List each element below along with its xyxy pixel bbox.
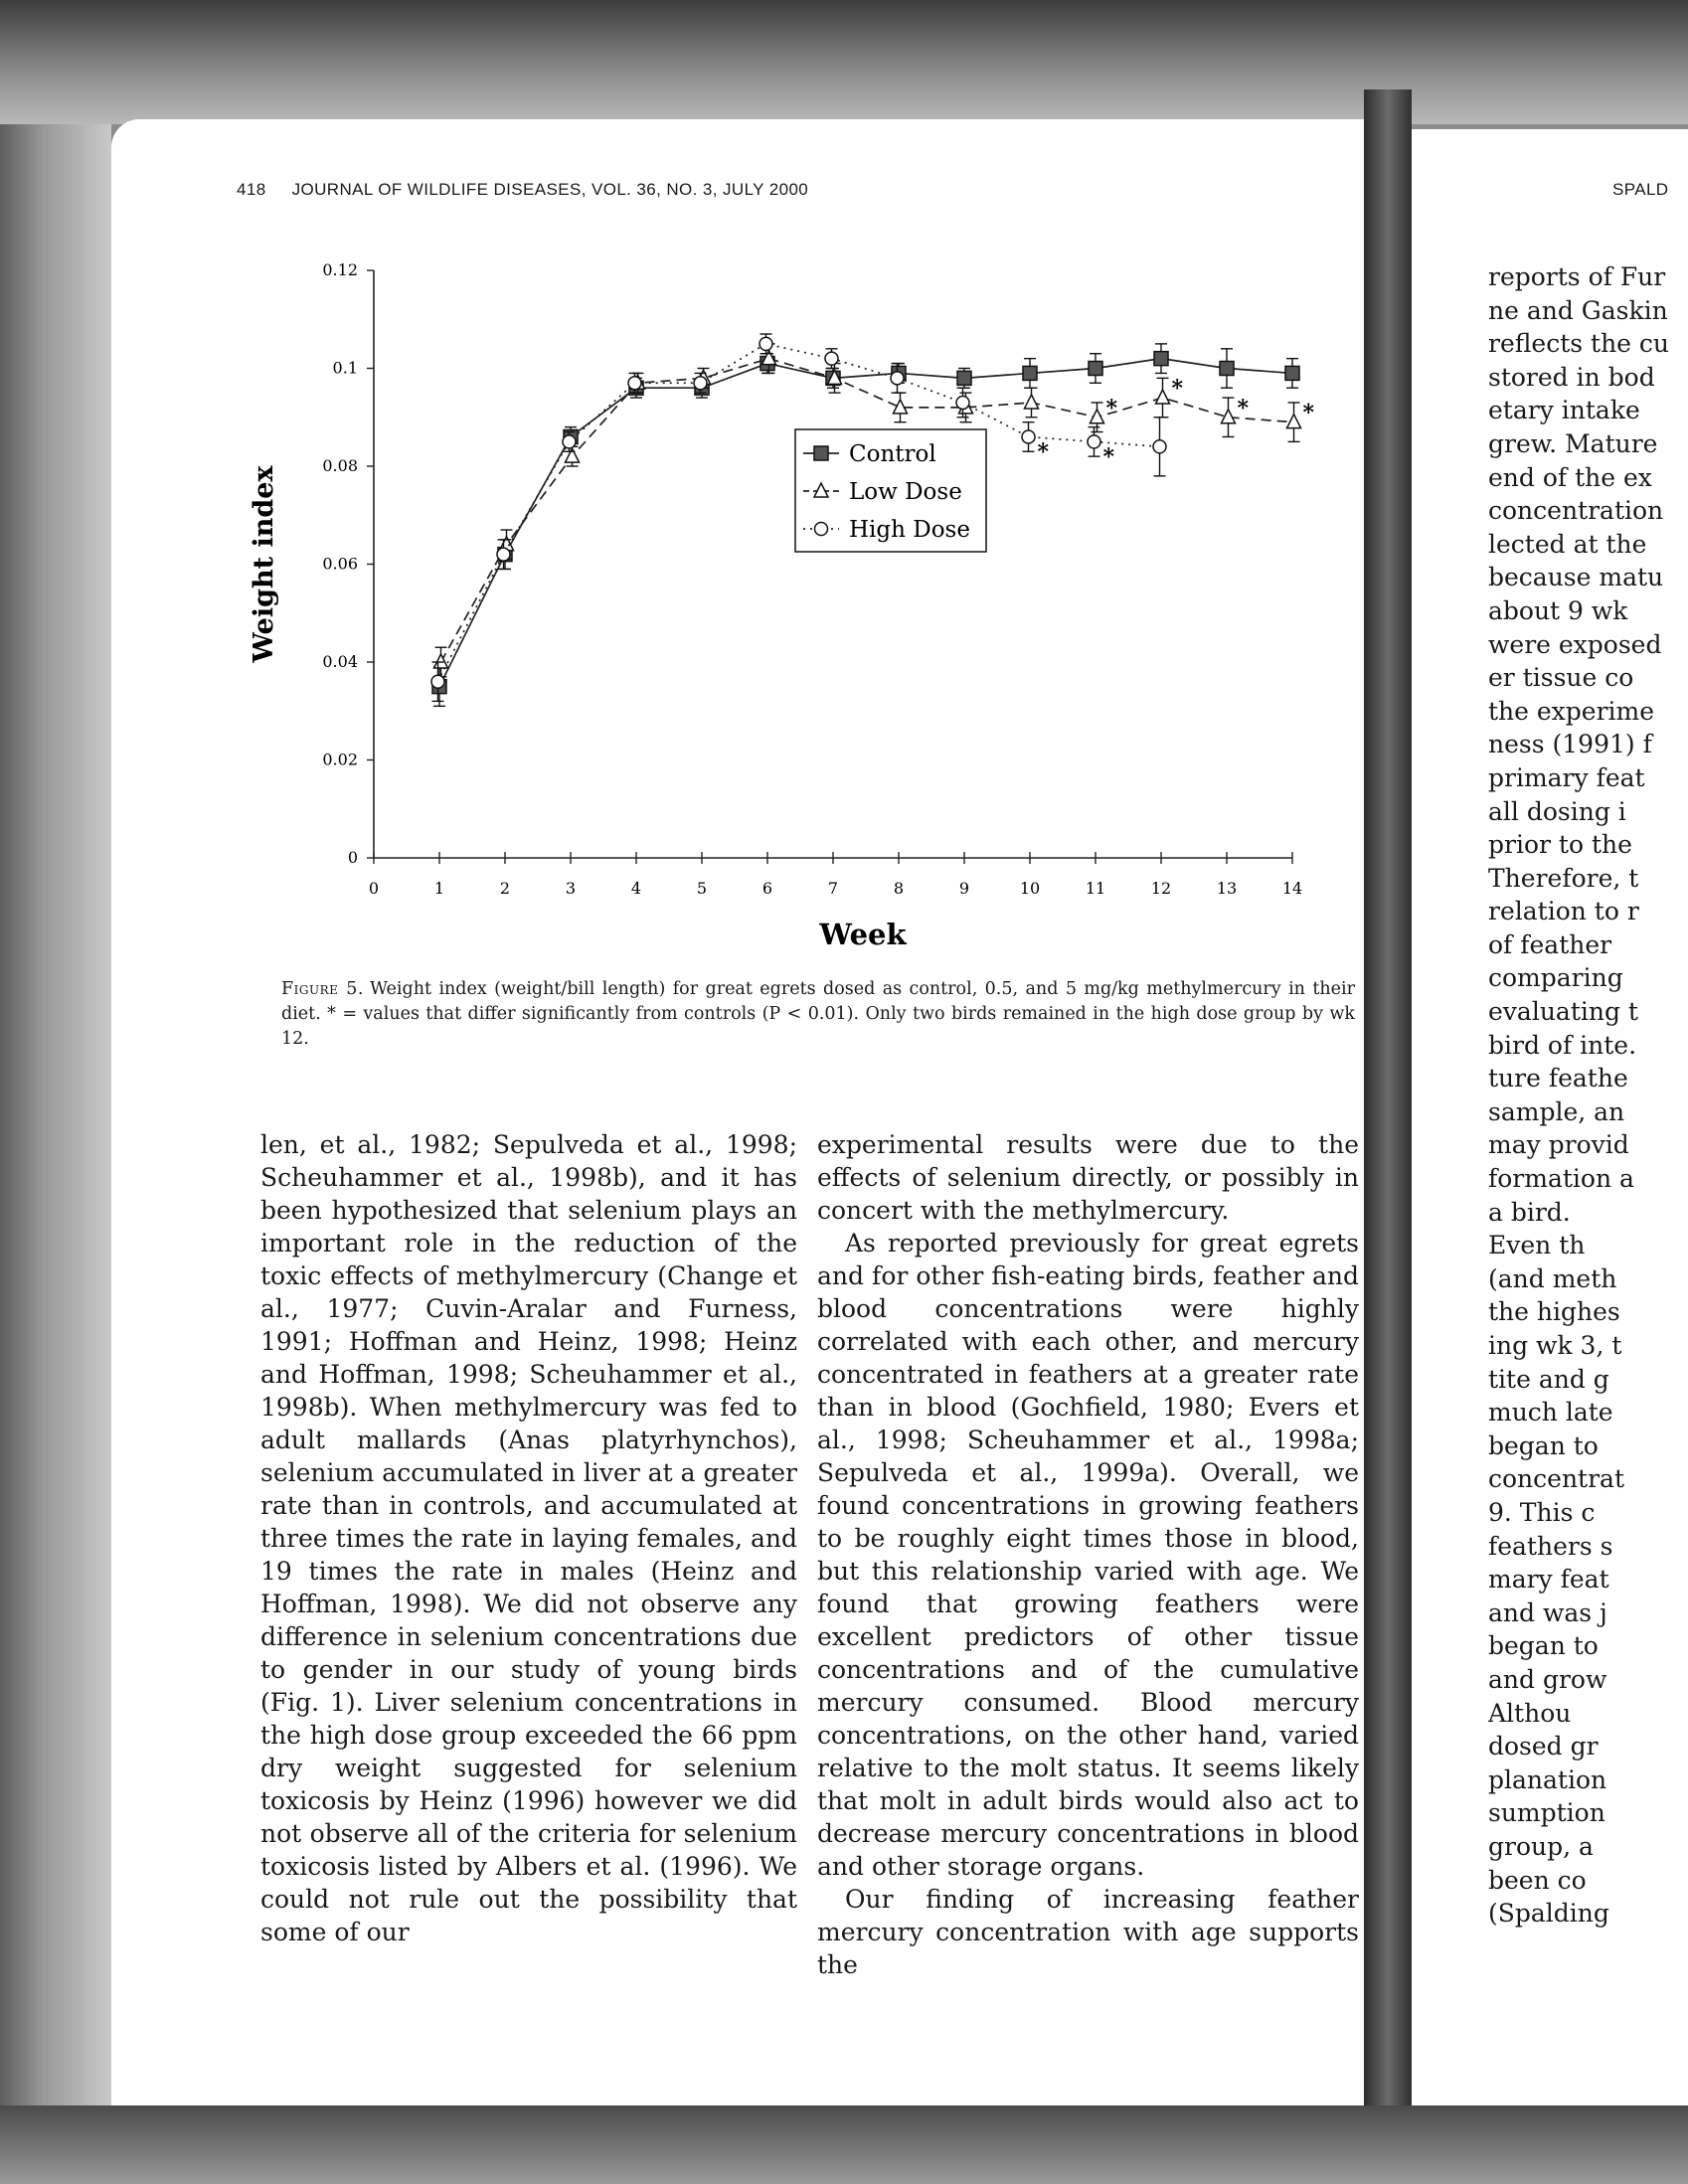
right-column-line: concentration bbox=[1488, 496, 1664, 526]
running-head bbox=[237, 180, 1280, 206]
right-column-line: much late bbox=[1488, 1398, 1613, 1428]
significance-asterisk: * bbox=[1037, 439, 1050, 466]
high-dose-marker-circle bbox=[1022, 430, 1035, 443]
y-tick-label: 0.06 bbox=[322, 554, 358, 574]
right-column-line: ness (1991) f bbox=[1488, 730, 1652, 759]
right-column-line: and was j bbox=[1488, 1597, 1607, 1627]
y-tick-label: 0.04 bbox=[322, 652, 358, 671]
left-paragraph-1: len, et al., 1982; Sepulveda et al., 1998; Scheuhammer et al., 1998b), and it has been hypothesized that selenium plays an important role in the reduction of the toxic effects of methylmercury (Change et al., 1977; Cuvin-Aralar and Furness, 1991; Hoffman and Heinz, 1998; Heinz and Hoffman, 1998; Scheuhammer et al., 1998b). When methylmercury was fed to adult mallards (Anas platyrhynchos), selenium accumulated in liver at a greater rate than in controls, and accumulated at three times the rate in laying females, and 19 times the rate in males (Heinz and Hoffman, 1998). We did not observe any difference in selenium concentrations due to gender in our study of young birds (Fig. 1). Liver selenium concentrations in the high dose group exceeded the 66 ppm dry weight suggested for selenium toxicosis by Heinz (1996) however we did not observe all of the criteria for selenium toxicosis listed by Albers et al. (1996). We could not rule out the possibility that some of our bbox=[260, 1130, 797, 1946]
figure-caption bbox=[281, 977, 1355, 1067]
right-column-line: stored in bod bbox=[1488, 362, 1655, 392]
right-column-line: Althou bbox=[1488, 1698, 1572, 1728]
right-column-line: Even th bbox=[1488, 1231, 1586, 1260]
right-column-line: ing wk 3, t bbox=[1488, 1331, 1622, 1360]
right-column-line: sample, an bbox=[1488, 1096, 1625, 1126]
x-tick-label: 13 bbox=[1216, 879, 1238, 898]
right-column-line: reports of Fur bbox=[1488, 262, 1666, 291]
control-marker-square bbox=[1089, 362, 1102, 376]
figure-5-chart bbox=[237, 253, 1340, 965]
significance-asterisk: * bbox=[1105, 395, 1118, 421]
x-tick-label: 0 bbox=[368, 879, 380, 898]
right-column-line: of feather bbox=[1488, 929, 1612, 959]
right-column-line: prior to the bbox=[1488, 830, 1632, 860]
right-column-line: reflects the cu bbox=[1488, 329, 1670, 359]
text-column-middle bbox=[817, 1128, 1359, 1979]
significance-asterisk: * bbox=[1237, 395, 1250, 421]
x-tick-label: 7 bbox=[827, 879, 839, 898]
caption-text: Weight index (weight/bill length) for great egrets dosed as control, 0.5, and 5 mg/kg methylmercury in their diet. * = values that differ significantly from controls (P < 0.01). Only two birds remained in the high dose group by wk 12. bbox=[281, 979, 1355, 1049]
significance-asterisk: * bbox=[1302, 400, 1315, 426]
high-dose-marker-circle bbox=[825, 352, 838, 365]
right-column-line: were exposed bbox=[1488, 629, 1662, 659]
x-tick-label: 4 bbox=[630, 879, 642, 898]
right-column-line: concentrat bbox=[1488, 1464, 1624, 1494]
high-dose-marker-circle bbox=[891, 372, 904, 385]
control-marker-square bbox=[1154, 352, 1168, 366]
right-column-line: and grow bbox=[1488, 1664, 1607, 1694]
scan-edge-top bbox=[0, 0, 1688, 124]
x-axis-title: Week bbox=[819, 918, 907, 951]
x-tick-label: 9 bbox=[958, 879, 970, 898]
middle-paragraph-1: experimental results were due to the effects of selenium directly, or possibly in concert with the methylmercury. bbox=[817, 1130, 1359, 1225]
right-column-line: group, a bbox=[1488, 1831, 1594, 1861]
y-axis-title: Weight index bbox=[249, 465, 279, 663]
right-column-line: sumption bbox=[1488, 1798, 1605, 1828]
high-dose-marker-circle bbox=[694, 377, 707, 390]
right-column-line: comparing bbox=[1488, 963, 1623, 993]
high-dose-marker-circle bbox=[431, 675, 444, 688]
right-column-line: all dosing i bbox=[1488, 796, 1626, 826]
scan-edge-bottom bbox=[0, 2105, 1688, 2184]
right-column-line: planation bbox=[1488, 1764, 1607, 1794]
right-column-line: evaluating t bbox=[1488, 997, 1638, 1027]
right-column-line: relation to r bbox=[1488, 897, 1639, 926]
control-marker-square bbox=[1023, 366, 1037, 380]
high-dose-marker-circle bbox=[497, 548, 510, 561]
significance-asterisk: * bbox=[1171, 376, 1184, 403]
chart-legend bbox=[795, 429, 986, 552]
right-column-line: formation a bbox=[1488, 1164, 1634, 1194]
right-column-line: (Spalding bbox=[1488, 1899, 1609, 1929]
y-tick-label: 0.12 bbox=[322, 260, 358, 279]
low-dose-marker-triangle bbox=[434, 654, 448, 668]
right-column-line: the experime bbox=[1488, 696, 1655, 726]
y-tick-label: 0.1 bbox=[332, 358, 358, 378]
right-column-line: mary feat bbox=[1488, 1565, 1609, 1595]
low-dose-marker-triangle bbox=[1287, 415, 1301, 428]
low-dose-marker-triangle bbox=[566, 448, 580, 462]
right-column-line: about 9 wk bbox=[1488, 595, 1628, 625]
x-tick-label: 3 bbox=[565, 879, 577, 898]
right-column-line: tite and g bbox=[1488, 1364, 1609, 1394]
right-column-line: ture feathe bbox=[1488, 1064, 1628, 1093]
x-tick-label: 12 bbox=[1150, 879, 1172, 898]
control-marker-square bbox=[1285, 366, 1299, 380]
right-column-line: 9. This c bbox=[1488, 1497, 1596, 1527]
middle-paragraph-2: As reported previously for great egrets and for other fish-eating birds, feather and blood concentrations were highly correlated with each other, and mercury concentrated in feathers at a greater rate than in blood (Gochfield, 1980; Evers et al., 1998; Scheuhammer et al., 1998a; Sepulveda et al., 1999a). Overall, we found concentrations in growing feathers to be roughly eight times those in blood, but this relationship varied with age. We found that growing feathers were excellent predictors of other tissue concentrations and of the cumulative mercury consumed. Blood mercury concentrations, on the other hand, varied relative to the molt status. It seems likely that molt in adult birds would also act to decrease mercury concentrations in blood and other storage organs. bbox=[817, 1229, 1359, 1881]
x-tick-label: 11 bbox=[1085, 879, 1106, 898]
right-column-line: er tissue co bbox=[1488, 663, 1634, 693]
right-column-line: lected at the bbox=[1488, 529, 1647, 559]
low-dose-marker-triangle bbox=[1156, 390, 1170, 404]
page-number: 418 bbox=[237, 180, 266, 199]
legend-label: High Dose bbox=[849, 517, 970, 543]
x-tick-label: 8 bbox=[893, 879, 905, 898]
significance-asterisk: * bbox=[1102, 444, 1115, 471]
right-column-line: a bird. bbox=[1488, 1197, 1571, 1227]
control-marker-square bbox=[1220, 362, 1234, 376]
x-tick-label: 6 bbox=[761, 879, 773, 898]
right-column-line: ne and Gaskin bbox=[1488, 295, 1668, 325]
legend-label: Low Dose bbox=[849, 479, 962, 505]
book-spine bbox=[1364, 89, 1412, 2105]
text-column-right-cropped bbox=[1488, 260, 1688, 1931]
figure-label: Figure 5. bbox=[281, 979, 364, 999]
y-tick-label: 0.02 bbox=[322, 750, 358, 769]
right-column-line: primary feat bbox=[1488, 762, 1645, 792]
x-tick-label: 14 bbox=[1281, 879, 1303, 898]
middle-paragraph-3: Our finding of increasing feather mercury concentration with age supports the bbox=[817, 1885, 1359, 1979]
right-column-line: began to bbox=[1488, 1430, 1599, 1460]
x-tick-label: 5 bbox=[696, 879, 708, 898]
scan-edge-left bbox=[0, 0, 111, 2184]
running-head-right: SPALD bbox=[1612, 180, 1669, 199]
journal-title: JOURNAL OF WILDLIFE DISEASES, VOL. 36, NO. 3, JULY 2000 bbox=[291, 180, 809, 199]
text-column-left bbox=[260, 1128, 797, 1946]
control-marker-square bbox=[814, 446, 828, 460]
control-marker-square bbox=[957, 371, 971, 385]
right-column-line: Therefore, t bbox=[1488, 863, 1639, 893]
high-dose-marker-circle bbox=[760, 337, 772, 350]
low-dose-marker-triangle bbox=[894, 400, 908, 414]
right-column-line: began to bbox=[1488, 1631, 1599, 1661]
x-tick-label: 2 bbox=[499, 879, 511, 898]
right-column-line: (and meth bbox=[1488, 1263, 1617, 1293]
right-column-line: feathers s bbox=[1488, 1531, 1613, 1561]
right-column-line: because matu bbox=[1488, 563, 1664, 592]
y-tick-label: 0 bbox=[347, 848, 358, 867]
right-column-line: etary intake bbox=[1488, 396, 1640, 425]
high-dose-marker-circle bbox=[1088, 435, 1100, 448]
right-column-line: been co bbox=[1488, 1865, 1587, 1895]
right-column-line: end of the ex bbox=[1488, 462, 1652, 492]
high-dose-marker-circle bbox=[815, 523, 828, 536]
right-column-line: may provid bbox=[1488, 1130, 1629, 1160]
right-column-line: dosed gr bbox=[1488, 1732, 1599, 1762]
y-tick-label: 0.08 bbox=[322, 456, 358, 475]
x-tick-label: 1 bbox=[433, 879, 445, 898]
high-dose-marker-circle bbox=[563, 435, 576, 448]
x-tick-label: 10 bbox=[1019, 879, 1041, 898]
high-dose-marker-circle bbox=[628, 377, 641, 390]
high-dose-marker-circle bbox=[956, 396, 969, 409]
right-column-line: the highes bbox=[1488, 1297, 1620, 1327]
right-column-line: bird of inte. bbox=[1488, 1030, 1637, 1060]
high-dose-marker-circle bbox=[1153, 440, 1166, 453]
legend-label: Control bbox=[849, 441, 936, 467]
low-dose-marker-triangle bbox=[1025, 395, 1039, 409]
right-column-line: grew. Mature bbox=[1488, 428, 1658, 458]
